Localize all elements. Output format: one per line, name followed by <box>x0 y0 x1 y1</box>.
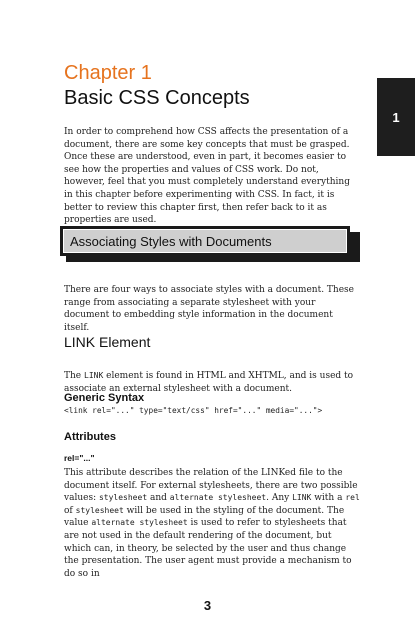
rel-attribute-description <box>64 467 360 580</box>
text-run: . Any <box>266 493 293 504</box>
chapter-thumb-tab <box>377 78 415 156</box>
chapter-title: Basic CSS Concepts <box>64 87 250 109</box>
chapter-label: Chapter 1 <box>64 62 152 84</box>
section-banner-title: Associating Styles with Documents <box>63 229 347 253</box>
link-element-heading: LINK Element <box>64 334 151 350</box>
association-paragraph: There are four ways to associate styles with a document. These range from associating a separate stylesheet with your document to embedding style information in the document itself. <box>64 285 354 333</box>
page-number: 3 <box>203 598 212 613</box>
inline-code: alternate stylesheet <box>91 518 188 528</box>
text-run: The <box>64 371 84 381</box>
text-run: is used to refer to stylesheets that are not used in the default rendering of the document, but which can, in theory, be selected by the user and thus change the presentation. The user agent must provide a mechanism to do so in <box>64 518 352 579</box>
generic-syntax-heading: Generic Syntax <box>64 392 145 404</box>
inline-code: stylesheet <box>98 493 148 503</box>
text-run: element is found in HTML and XHTML, and is used to associate an external stylesheet with a document. <box>64 371 354 394</box>
text-run: and <box>147 493 170 504</box>
chapter-tab-number: 1 <box>392 109 400 125</box>
inline-code: LINK <box>292 493 312 503</box>
text-run: with a <box>311 493 346 504</box>
inline-code: alternate stylesheet <box>169 493 267 503</box>
generic-syntax-code: <link rel="..." type="text/css" href="..." media="..."> <box>64 406 323 415</box>
text-run: of <box>64 505 76 516</box>
inline-code: LINK <box>84 371 104 380</box>
intro-paragraph: In order to comprehend how CSS affects the presentation of a document, there are some key concepts that must be grasped. Once these are understood, even in part, it becomes easier to see how the properties and values of CSS work. Do not, however, feel that you must completely understand everything in this chapter before experimenting with CSS. In fact, it is better to review this chapter first, then refer back to it as properties are used. <box>64 127 350 226</box>
attributes-heading: Attributes <box>64 431 116 443</box>
section-banner <box>60 226 350 256</box>
text-run: will be used in the styling of the document. The value <box>64 505 345 529</box>
text-run: This attribute describes the relation of the LINKed file to the document itself. For external stylesheets, there are two possible values: <box>64 468 358 504</box>
inline-code: rel <box>345 493 360 503</box>
inline-code: stylesheet <box>75 505 124 515</box>
rel-attribute-name: rel="..." <box>64 453 95 463</box>
